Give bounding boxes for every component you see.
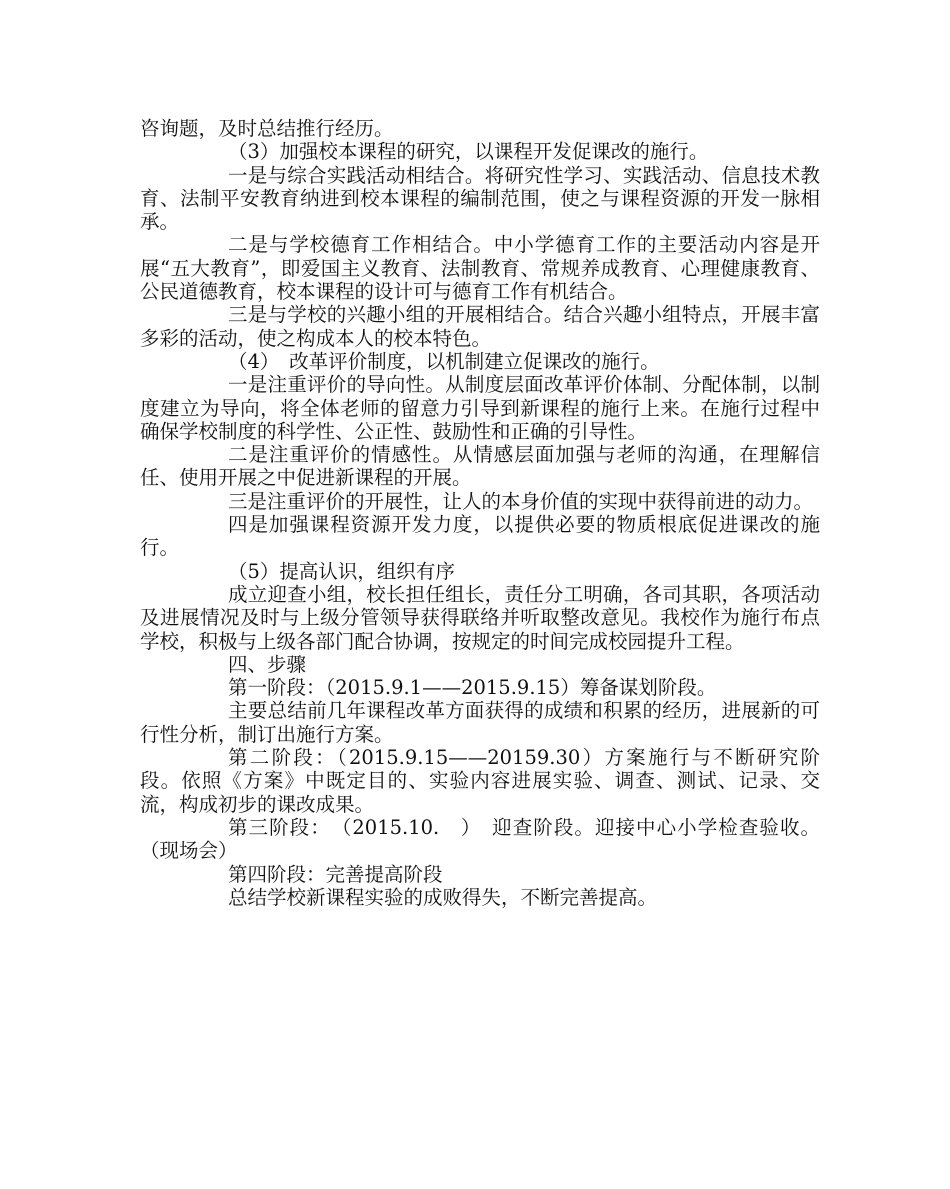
paragraph: 三是与学校的兴趣小组的开展相结合。结合兴趣小组特点，开展丰富多彩的活动，使之构成本人的校本特色。: [140, 303, 820, 350]
section-heading: 四、步骤: [228, 652, 307, 676]
paragraph: （3）加强校本课程的研究，以课程开发促课改的施行。: [228, 140, 709, 164]
paragraph: 二是与学校德育工作相结合。中小学德育工作的主要活动内容是开展“五大教育”，即爱国主义教育、法制教育、常规养成教育、心理健康教育、公民道德教育，校本课程的设计可与德育工作有机结合。: [140, 233, 820, 304]
paragraph: 一是注重评价的导向性。从制度层面改革评价体制、分配体制，以制度建立为导向，将全体老师的留意力引导到新课程的施行上来。在施行过程中确保学校制度的科学性、公正性、鼓励性和正确的引导性。: [140, 373, 820, 443]
paragraph: 三是注重评价的开展性，让人的本身价值的实现中获得前进的动力。: [228, 489, 814, 513]
paragraph: 第二阶段：（2015.9.15——20159.30）方案施行与不断研究阶段。依照《方案》中既定目的、实验内容进展实验、调查、测试、记录、交流，构成初步的课改成果。: [140, 746, 820, 816]
paragraph: 成立迎查小组，校长担任组长，责任分工明确，各司其职，各项活动及进展情况及时与上级分管领导获得联络并听取整改意见。我校作为施行布点学校，积极与上级各部门配合协调，按规定的时间完成校园提升工程。: [140, 582, 820, 653]
paragraph: 总结学校新课程实验的成败得失，不断完善提高。: [228, 885, 658, 909]
paragraph: 主要总结前几年课程改革方面获得的成绩和积累的经历，进展新的可行性分析，制订出施行方案。: [140, 699, 820, 746]
paragraph: （5）提高认识，组织有序: [228, 559, 455, 583]
paragraph: 第三阶段： （2015.10. ） 迎查阶段。迎接中心小学检查验收。（现场会）: [140, 815, 820, 863]
paragraph: （4） 改革评价制度，以机制建立促课改的施行。: [228, 349, 660, 373]
paragraph: 咨询题，及时总结推行经历。: [140, 117, 394, 140]
paragraph: 一是与综合实践活动相结合。将研究性学习、实践活动、信息技术教育、法制平安教育纳进到校本课程的编制范围，使之与课程资源的开发一脉相承。: [140, 163, 820, 234]
paragraph: 第四阶段：完善提高阶段: [228, 862, 443, 886]
document-page: [140, 117, 820, 909]
paragraph: 第一阶段：（2015.9.1——2015.9.15）筹备谋划阶段。: [228, 676, 717, 700]
paragraph: 二是注重评价的情感性。从情感层面加强与老师的沟通，在理解信任、使用开展之中促进新课程的开展。: [140, 443, 820, 490]
paragraph: 四是加强课程资源开发力度，以提供必要的物质根底促进课改的施行。: [140, 513, 820, 560]
